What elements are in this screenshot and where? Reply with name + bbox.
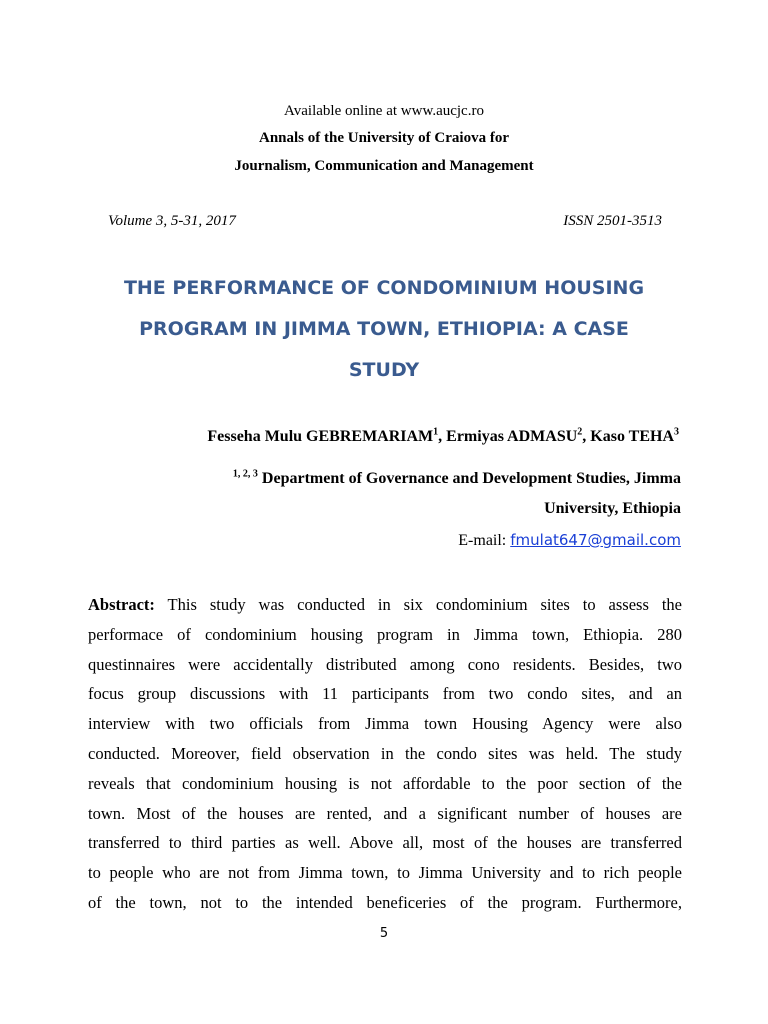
abstract-line: reveals that condominium housing is not affordable to the poor section of the <box>88 773 682 793</box>
affiliation-line-1 <box>233 470 681 488</box>
email-link[interactable]: fmulat647@gmail.com <box>510 531 681 549</box>
abstract-line: transferred to third parties as well. Above all, most of the houses are transferred <box>88 833 682 853</box>
volume-info: Volume 3, 5-31, 2017 <box>108 213 236 229</box>
author-name: Fesseha Mulu GEBREMARIAM <box>207 428 434 445</box>
abstract-text: This study was conducted in six condominium sites to assess the <box>154 595 682 614</box>
abstract-line <box>88 590 682 620</box>
abstract-line: to people who are not from Jimma town, to Jimma University and to rich people <box>88 863 682 883</box>
affiliation-text: Department of Governance and Development Studies, Jimma <box>261 470 681 487</box>
abstract-line: conducted. Moreover, field observation in the condo sites was held. The study <box>88 743 682 763</box>
abstract-line: town. Most of the houses are rented, and a significant number of houses are <box>88 803 682 823</box>
paper-title-line-2: PROGRAM IN JIMMA TOWN, ETHIOPIA: A CASE <box>139 318 629 340</box>
author-name: Ermiyas ADMASU <box>446 428 578 445</box>
journal-name-line-2: Journalism, Communication and Management <box>234 158 534 174</box>
paper-title-line-1: THE PERFORMANCE OF CONDOMINIUM HOUSING <box>123 277 645 299</box>
journal-name-line-1: Annals of the University of Craiova for <box>259 130 509 146</box>
author-affiliation-marker: 3 <box>674 426 679 438</box>
abstract-line: questinnaires were accidentally distributed among cono residents. Besides, two <box>88 654 682 674</box>
volume-issn-row <box>108 213 662 230</box>
abstract-line: focus group discussions with 11 participants from two condo sites, and an <box>88 684 682 704</box>
author-affiliation-marker: 2 <box>577 426 583 438</box>
author-affiliation-marker: 1 <box>433 426 439 438</box>
author-separator: , <box>438 428 447 445</box>
abstract-label: Abstract: <box>88 595 155 614</box>
abstract-line: of the town, not to the intended beneficeries of the program. Furthermore, <box>88 892 682 912</box>
affiliation-line-2: University, Ethiopia <box>544 500 681 517</box>
affiliation-markers: 1, 2, 3 <box>232 468 258 480</box>
email-label: E-mail: <box>458 532 511 549</box>
abstract-line: performace of condominium housing program in Jimma town, Ethiopia. 280 <box>88 624 682 644</box>
paper-title-line-3: STUDY <box>348 359 420 381</box>
available-online-text: Available online at www.aucjc.ro <box>284 103 484 119</box>
email-line <box>458 531 681 550</box>
abstract-section <box>88 590 682 918</box>
author-name: Kaso TEHA <box>590 428 674 445</box>
author-separator: , <box>582 428 591 445</box>
author-list <box>207 428 679 446</box>
abstract-line: interview with two officials from Jimma town Housing Agency were also <box>88 714 682 734</box>
page-number: 5 <box>379 926 389 941</box>
issn-info: ISSN 2501-3513 <box>563 213 662 229</box>
